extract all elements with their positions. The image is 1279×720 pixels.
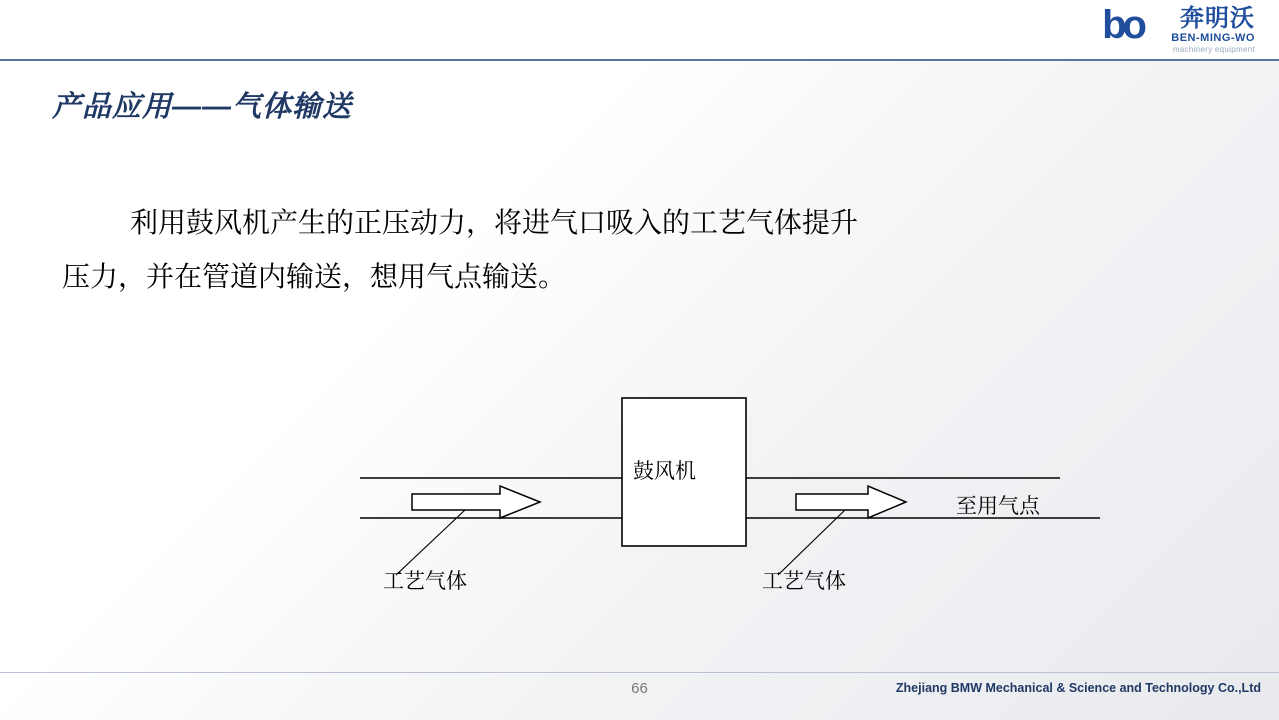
flow-arrow-left (412, 486, 540, 518)
gas-outlet-label: 工艺气体 (762, 569, 846, 593)
footer-company-name: Zhejiang BMW Mechanical & Science and Technology Co.,Ltd (895, 681, 1261, 695)
company-logo (1051, 4, 1261, 56)
blower-label: 鼓风机 (633, 459, 696, 483)
gas-inlet-label: 工艺气体 (383, 569, 467, 593)
page-number: 66 (631, 680, 648, 697)
logo-tagline: machinery equipment (1172, 45, 1255, 54)
logo-monogram-icon: bo (1102, 3, 1143, 47)
body-line-2: 压力，并在管道内输送，想用气点输送。 (62, 260, 567, 293)
body-line-1: 利用鼓风机产生的正压动力，将进气口吸入的工艺气体提升 (130, 206, 859, 239)
gas-transport-diagram (300, 370, 1120, 630)
flow-arrow-right (796, 486, 906, 518)
page-title: 产品应用——气体输送 (52, 91, 353, 123)
footer-divider (0, 672, 1279, 673)
logo-chinese-name: 奔明沃 (1180, 5, 1255, 32)
use-point-label: 至用气点 (956, 494, 1040, 518)
header-divider (0, 59, 1279, 61)
body-paragraph (62, 196, 1122, 304)
logo-english-name: BEN-MING-WO (1171, 32, 1255, 44)
